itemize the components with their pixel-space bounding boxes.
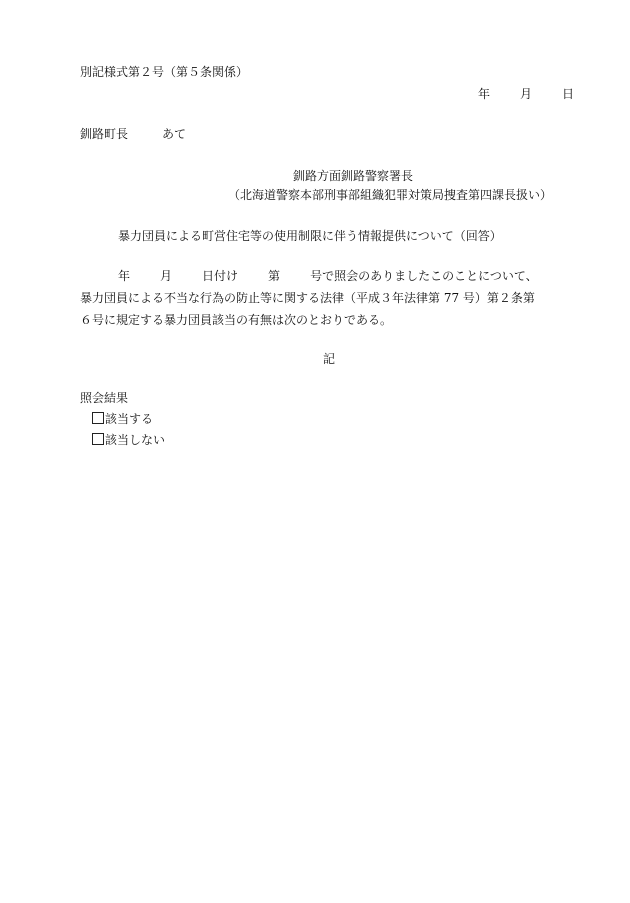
checkbox-icon[interactable] <box>92 412 104 424</box>
option-not-applicable[interactable] <box>92 430 165 451</box>
date-line <box>478 84 574 105</box>
body-number-prefix: 第 <box>268 269 281 283</box>
body-month: 月 <box>160 269 173 283</box>
sender-title: 釧路方面釧路警察署長 <box>293 169 414 183</box>
sender-note: （北海道警察本部刑事部組織犯罪対策局捜査第四課長扱い） <box>228 188 553 202</box>
body-line-3: ６号に規定する暴力団員該当の有無は次のとおりである。 <box>80 313 393 327</box>
subject-line: 暴力団員による町営住宅等の使用制限に伴う情報提供について（回答） <box>118 229 502 243</box>
checkbox-icon[interactable] <box>92 433 104 445</box>
date-day: 日 <box>561 87 574 101</box>
option-applicable[interactable] <box>92 409 153 430</box>
body-line-1-rest: 号で照会のありましたこのことについて、 <box>310 269 538 283</box>
ki-heading: 記 <box>323 352 336 366</box>
body-line-1 <box>118 266 538 287</box>
option-not-applicable-label: 該当しない <box>105 433 166 447</box>
body-line-2: 暴力団員による不当な行為の防止等に関する法律（平成３年法律第 77 号）第２条第 <box>80 291 535 305</box>
body-year: 年 <box>118 269 131 283</box>
date-month: 月 <box>519 87 532 101</box>
body-dated: 日付け <box>202 269 239 283</box>
option-applicable-label: 該当する <box>105 412 154 426</box>
date-year: 年 <box>477 87 490 101</box>
addressee-name: 釧路町長 <box>80 127 129 141</box>
form-label: 別記様式第２号（第５条関係） <box>80 65 249 79</box>
result-heading: 照会結果 <box>80 391 129 405</box>
addressee-suffix: あて <box>162 127 187 141</box>
addressee <box>80 124 186 145</box>
